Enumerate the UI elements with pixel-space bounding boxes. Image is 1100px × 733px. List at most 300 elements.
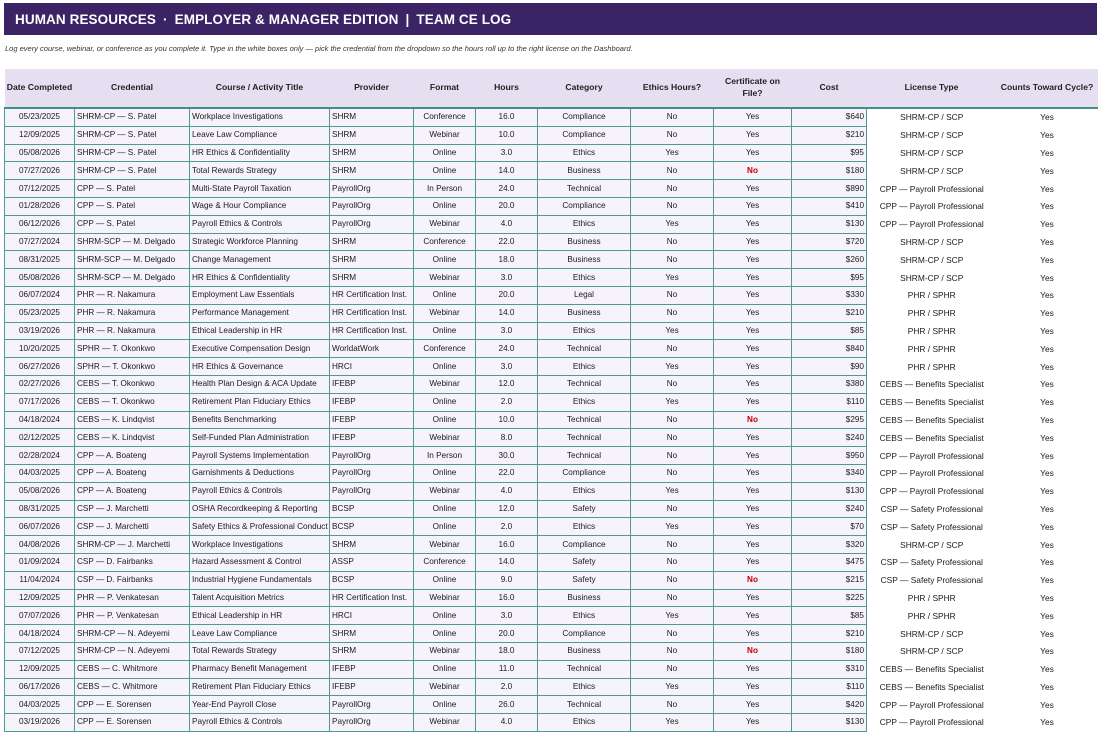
- cell-credential[interactable]: CPP — A. Boateng: [75, 447, 190, 465]
- cell-ethics-hours[interactable]: No: [631, 108, 714, 126]
- cell-certificate-on-file[interactable]: Yes: [714, 286, 792, 304]
- cell-certificate-on-file[interactable]: Yes: [714, 447, 792, 465]
- cell-provider[interactable]: SHRM: [330, 536, 414, 554]
- cell-ethics-hours[interactable]: No: [631, 447, 714, 465]
- cell-hours[interactable]: 4.0: [476, 482, 538, 500]
- cell-date-completed[interactable]: 04/18/2024: [5, 411, 75, 429]
- cell-cost[interactable]: $260: [792, 251, 867, 269]
- cell-format[interactable]: Webinar: [414, 482, 476, 500]
- cell-credential[interactable]: SHRM-CP — S. Patel: [75, 144, 190, 162]
- cell-cost[interactable]: $210: [792, 126, 867, 144]
- cell-ethics-hours[interactable]: No: [631, 589, 714, 607]
- cell-category[interactable]: Business: [538, 251, 631, 269]
- cell-date-completed[interactable]: 02/27/2026: [5, 375, 75, 393]
- cell-credential[interactable]: SHRM-CP — N. Adeyemi: [75, 642, 190, 660]
- cell-credential[interactable]: CEBS — K. Lindqvist: [75, 411, 190, 429]
- cell-course-title[interactable]: Payroll Ethics & Controls: [190, 482, 330, 500]
- cell-course-title[interactable]: Year-End Payroll Close: [190, 696, 330, 714]
- cell-provider[interactable]: IFEBP: [330, 429, 414, 447]
- cell-date-completed[interactable]: 08/31/2025: [5, 500, 75, 518]
- cell-course-title[interactable]: Workplace Investigations: [190, 108, 330, 126]
- cell-provider[interactable]: BCSP: [330, 500, 414, 518]
- cell-category[interactable]: Safety: [538, 553, 631, 571]
- cell-course-title[interactable]: OSHA Recordkeeping & Reporting: [190, 500, 330, 518]
- cell-ethics-hours[interactable]: No: [631, 197, 714, 215]
- cell-hours[interactable]: 24.0: [476, 180, 538, 198]
- cell-provider[interactable]: SHRM: [330, 251, 414, 269]
- cell-provider[interactable]: SHRM: [330, 144, 414, 162]
- cell-date-completed[interactable]: 02/12/2025: [5, 429, 75, 447]
- cell-credential[interactable]: SHRM-CP — S. Patel: [75, 162, 190, 180]
- cell-course-title[interactable]: Employment Law Essentials: [190, 286, 330, 304]
- cell-certificate-on-file[interactable]: Yes: [714, 144, 792, 162]
- cell-ethics-hours[interactable]: No: [631, 162, 714, 180]
- cell-provider[interactable]: HR Certification Inst.: [330, 304, 414, 322]
- cell-course-title[interactable]: HR Ethics & Governance: [190, 358, 330, 376]
- cell-cost[interactable]: $180: [792, 162, 867, 180]
- cell-cost[interactable]: $330: [792, 286, 867, 304]
- cell-category[interactable]: Legal: [538, 286, 631, 304]
- cell-course-title[interactable]: Total Rewards Strategy: [190, 162, 330, 180]
- cell-provider[interactable]: SHRM: [330, 625, 414, 643]
- cell-cost[interactable]: $210: [792, 304, 867, 322]
- cell-cost[interactable]: $95: [792, 269, 867, 287]
- cell-certificate-on-file[interactable]: Yes: [714, 464, 792, 482]
- cell-hours[interactable]: 14.0: [476, 162, 538, 180]
- cell-cost[interactable]: $85: [792, 607, 867, 625]
- cell-provider[interactable]: SHRM: [330, 108, 414, 126]
- cell-cost[interactable]: $110: [792, 678, 867, 696]
- cell-cost[interactable]: $85: [792, 322, 867, 340]
- cell-course-title[interactable]: Change Management: [190, 251, 330, 269]
- cell-date-completed[interactable]: 07/07/2026: [5, 607, 75, 625]
- cell-credential[interactable]: SPHR — T. Okonkwo: [75, 358, 190, 376]
- cell-date-completed[interactable]: 05/23/2025: [5, 304, 75, 322]
- cell-category[interactable]: Business: [538, 233, 631, 251]
- cell-date-completed[interactable]: 06/27/2026: [5, 358, 75, 376]
- cell-provider[interactable]: BCSP: [330, 518, 414, 536]
- cell-certificate-on-file[interactable]: Yes: [714, 518, 792, 536]
- cell-date-completed[interactable]: 11/04/2024: [5, 571, 75, 589]
- cell-course-title[interactable]: Wage & Hour Compliance: [190, 197, 330, 215]
- cell-hours[interactable]: 16.0: [476, 536, 538, 554]
- cell-format[interactable]: Online: [414, 464, 476, 482]
- cell-hours[interactable]: 20.0: [476, 197, 538, 215]
- cell-ethics-hours[interactable]: No: [631, 500, 714, 518]
- cell-format[interactable]: Online: [414, 696, 476, 714]
- cell-ethics-hours[interactable]: Yes: [631, 215, 714, 233]
- cell-provider[interactable]: PayrollOrg: [330, 714, 414, 732]
- cell-hours[interactable]: 3.0: [476, 358, 538, 376]
- cell-provider[interactable]: WorldatWork: [330, 340, 414, 358]
- cell-cost[interactable]: $840: [792, 340, 867, 358]
- cell-credential[interactable]: CPP — S. Patel: [75, 180, 190, 198]
- cell-ethics-hours[interactable]: No: [631, 340, 714, 358]
- cell-date-completed[interactable]: 07/27/2026: [5, 162, 75, 180]
- cell-course-title[interactable]: HR Ethics & Confidentiality: [190, 144, 330, 162]
- cell-format[interactable]: Webinar: [414, 304, 476, 322]
- cell-format[interactable]: Online: [414, 625, 476, 643]
- cell-format[interactable]: Online: [414, 197, 476, 215]
- cell-credential[interactable]: CPP — A. Boateng: [75, 482, 190, 500]
- cell-credential[interactable]: PHR — R. Nakamura: [75, 286, 190, 304]
- cell-category[interactable]: Compliance: [538, 197, 631, 215]
- cell-category[interactable]: Ethics: [538, 358, 631, 376]
- cell-hours[interactable]: 4.0: [476, 714, 538, 732]
- cell-course-title[interactable]: Payroll Systems Implementation: [190, 447, 330, 465]
- cell-provider[interactable]: IFEBP: [330, 375, 414, 393]
- cell-ethics-hours[interactable]: No: [631, 375, 714, 393]
- cell-format[interactable]: Webinar: [414, 269, 476, 287]
- cell-cost[interactable]: $225: [792, 589, 867, 607]
- cell-ethics-hours[interactable]: No: [631, 464, 714, 482]
- cell-ethics-hours[interactable]: Yes: [631, 358, 714, 376]
- cell-format[interactable]: Online: [414, 286, 476, 304]
- cell-date-completed[interactable]: 07/17/2026: [5, 393, 75, 411]
- cell-credential[interactable]: PHR — R. Nakamura: [75, 304, 190, 322]
- cell-course-title[interactable]: Industrial Hygiene Fundamentals: [190, 571, 330, 589]
- cell-ethics-hours[interactable]: Yes: [631, 518, 714, 536]
- cell-category[interactable]: Business: [538, 589, 631, 607]
- cell-ethics-hours[interactable]: Yes: [631, 269, 714, 287]
- cell-hours[interactable]: 10.0: [476, 411, 538, 429]
- cell-format[interactable]: In Person: [414, 180, 476, 198]
- cell-cost[interactable]: $720: [792, 233, 867, 251]
- cell-provider[interactable]: IFEBP: [330, 393, 414, 411]
- cell-category[interactable]: Ethics: [538, 714, 631, 732]
- cell-category[interactable]: Technical: [538, 340, 631, 358]
- cell-ethics-hours[interactable]: No: [631, 429, 714, 447]
- cell-category[interactable]: Technical: [538, 375, 631, 393]
- cell-hours[interactable]: 18.0: [476, 642, 538, 660]
- cell-format[interactable]: Online: [414, 500, 476, 518]
- cell-hours[interactable]: 18.0: [476, 251, 538, 269]
- cell-category[interactable]: Compliance: [538, 126, 631, 144]
- cell-certificate-on-file[interactable]: Yes: [714, 358, 792, 376]
- cell-date-completed[interactable]: 04/03/2025: [5, 696, 75, 714]
- cell-date-completed[interactable]: 06/12/2026: [5, 215, 75, 233]
- cell-date-completed[interactable]: 01/09/2024: [5, 553, 75, 571]
- cell-ethics-hours[interactable]: No: [631, 553, 714, 571]
- cell-course-title[interactable]: Hazard Assessment & Control: [190, 553, 330, 571]
- cell-cost[interactable]: $310: [792, 660, 867, 678]
- cell-format[interactable]: Online: [414, 518, 476, 536]
- cell-credential[interactable]: PHR — R. Nakamura: [75, 322, 190, 340]
- cell-ethics-hours[interactable]: Yes: [631, 714, 714, 732]
- cell-certificate-on-file[interactable]: Yes: [714, 660, 792, 678]
- cell-ethics-hours[interactable]: Yes: [631, 607, 714, 625]
- cell-category[interactable]: Business: [538, 162, 631, 180]
- cell-hours[interactable]: 4.0: [476, 215, 538, 233]
- cell-date-completed[interactable]: 05/08/2026: [5, 144, 75, 162]
- cell-credential[interactable]: CPP — E. Sorensen: [75, 696, 190, 714]
- cell-hours[interactable]: 20.0: [476, 625, 538, 643]
- cell-hours[interactable]: 2.0: [476, 678, 538, 696]
- cell-certificate-on-file[interactable]: Yes: [714, 678, 792, 696]
- cell-certificate-on-file[interactable]: Yes: [714, 553, 792, 571]
- cell-provider[interactable]: SHRM: [330, 162, 414, 180]
- cell-category[interactable]: Ethics: [538, 215, 631, 233]
- cell-provider[interactable]: IFEBP: [330, 660, 414, 678]
- cell-cost[interactable]: $890: [792, 180, 867, 198]
- cell-ethics-hours[interactable]: Yes: [631, 144, 714, 162]
- cell-format[interactable]: Webinar: [414, 536, 476, 554]
- cell-provider[interactable]: IFEBP: [330, 678, 414, 696]
- cell-course-title[interactable]: Ethical Leadership in HR: [190, 607, 330, 625]
- cell-date-completed[interactable]: 06/07/2024: [5, 286, 75, 304]
- cell-hours[interactable]: 22.0: [476, 464, 538, 482]
- cell-credential[interactable]: SHRM-CP — N. Adeyemi: [75, 625, 190, 643]
- cell-credential[interactable]: SHRM-SCP — M. Delgado: [75, 233, 190, 251]
- cell-category[interactable]: Ethics: [538, 607, 631, 625]
- cell-certificate-on-file[interactable]: Yes: [714, 126, 792, 144]
- cell-ethics-hours[interactable]: No: [631, 304, 714, 322]
- cell-course-title[interactable]: Multi-State Payroll Taxation: [190, 180, 330, 198]
- cell-ethics-hours[interactable]: No: [631, 625, 714, 643]
- cell-hours[interactable]: 16.0: [476, 108, 538, 126]
- cell-format[interactable]: Online: [414, 322, 476, 340]
- cell-course-title[interactable]: Self-Funded Plan Administration: [190, 429, 330, 447]
- cell-format[interactable]: Online: [414, 358, 476, 376]
- cell-cost[interactable]: $410: [792, 197, 867, 215]
- cell-hours[interactable]: 3.0: [476, 269, 538, 287]
- cell-credential[interactable]: PHR — P. Venkatesan: [75, 607, 190, 625]
- cell-format[interactable]: Online: [414, 607, 476, 625]
- cell-course-title[interactable]: Strategic Workforce Planning: [190, 233, 330, 251]
- cell-provider[interactable]: SHRM: [330, 642, 414, 660]
- cell-hours[interactable]: 24.0: [476, 340, 538, 358]
- cell-certificate-on-file[interactable]: Yes: [714, 180, 792, 198]
- cell-cost[interactable]: $130: [792, 215, 867, 233]
- cell-ethics-hours[interactable]: No: [631, 233, 714, 251]
- cell-certificate-on-file[interactable]: Yes: [714, 197, 792, 215]
- cell-certificate-on-file[interactable]: Yes: [714, 714, 792, 732]
- cell-ethics-hours[interactable]: Yes: [631, 678, 714, 696]
- cell-category[interactable]: Ethics: [538, 678, 631, 696]
- cell-cost[interactable]: $640: [792, 108, 867, 126]
- cell-category[interactable]: Business: [538, 304, 631, 322]
- cell-category[interactable]: Ethics: [538, 393, 631, 411]
- cell-certificate-on-file[interactable]: Yes: [714, 429, 792, 447]
- cell-category[interactable]: Safety: [538, 571, 631, 589]
- cell-provider[interactable]: PayrollOrg: [330, 197, 414, 215]
- cell-date-completed[interactable]: 03/19/2026: [5, 322, 75, 340]
- cell-format[interactable]: Conference: [414, 340, 476, 358]
- cell-ethics-hours[interactable]: Yes: [631, 482, 714, 500]
- cell-certificate-on-file[interactable]: Yes: [714, 393, 792, 411]
- cell-format[interactable]: Webinar: [414, 126, 476, 144]
- cell-cost[interactable]: $475: [792, 553, 867, 571]
- cell-format[interactable]: Webinar: [414, 429, 476, 447]
- cell-category[interactable]: Technical: [538, 696, 631, 714]
- cell-credential[interactable]: CEBS — C. Whitmore: [75, 660, 190, 678]
- cell-certificate-on-file[interactable]: No: [714, 411, 792, 429]
- cell-hours[interactable]: 12.0: [476, 500, 538, 518]
- cell-cost[interactable]: $420: [792, 696, 867, 714]
- cell-provider[interactable]: HRCI: [330, 358, 414, 376]
- cell-ethics-hours[interactable]: No: [631, 126, 714, 144]
- cell-provider[interactable]: SHRM: [330, 269, 414, 287]
- cell-credential[interactable]: CSP — D. Fairbanks: [75, 571, 190, 589]
- cell-format[interactable]: Online: [414, 571, 476, 589]
- cell-format[interactable]: Online: [414, 411, 476, 429]
- cell-ethics-hours[interactable]: No: [631, 660, 714, 678]
- cell-course-title[interactable]: Retirement Plan Fiduciary Ethics: [190, 678, 330, 696]
- cell-format[interactable]: Webinar: [414, 589, 476, 607]
- cell-cost[interactable]: $110: [792, 393, 867, 411]
- cell-format[interactable]: Conference: [414, 108, 476, 126]
- cell-hours[interactable]: 22.0: [476, 233, 538, 251]
- cell-provider[interactable]: ASSP: [330, 553, 414, 571]
- cell-credential[interactable]: SHRM-CP — J. Marchetti: [75, 536, 190, 554]
- cell-cost[interactable]: $90: [792, 358, 867, 376]
- cell-category[interactable]: Compliance: [538, 625, 631, 643]
- cell-cost[interactable]: $380: [792, 375, 867, 393]
- cell-hours[interactable]: 3.0: [476, 144, 538, 162]
- cell-cost[interactable]: $240: [792, 500, 867, 518]
- cell-ethics-hours[interactable]: No: [631, 180, 714, 198]
- cell-course-title[interactable]: Garnishments & Deductions: [190, 464, 330, 482]
- cell-credential[interactable]: SHRM-SCP — M. Delgado: [75, 251, 190, 269]
- cell-ethics-hours[interactable]: Yes: [631, 393, 714, 411]
- cell-category[interactable]: Technical: [538, 411, 631, 429]
- cell-date-completed[interactable]: 06/07/2026: [5, 518, 75, 536]
- cell-certificate-on-file[interactable]: Yes: [714, 340, 792, 358]
- cell-certificate-on-file[interactable]: Yes: [714, 536, 792, 554]
- cell-date-completed[interactable]: 04/03/2025: [5, 464, 75, 482]
- cell-format[interactable]: Webinar: [414, 375, 476, 393]
- cell-certificate-on-file[interactable]: Yes: [714, 375, 792, 393]
- cell-hours[interactable]: 20.0: [476, 286, 538, 304]
- cell-course-title[interactable]: HR Ethics & Confidentiality: [190, 269, 330, 287]
- cell-provider[interactable]: IFEBP: [330, 411, 414, 429]
- cell-hours[interactable]: 10.0: [476, 126, 538, 144]
- cell-hours[interactable]: 30.0: [476, 447, 538, 465]
- cell-course-title[interactable]: Retirement Plan Fiduciary Ethics: [190, 393, 330, 411]
- cell-date-completed[interactable]: 07/12/2025: [5, 180, 75, 198]
- cell-course-title[interactable]: Safety Ethics & Professional Conduct: [190, 518, 330, 536]
- cell-hours[interactable]: 3.0: [476, 322, 538, 340]
- cell-provider[interactable]: PayrollOrg: [330, 215, 414, 233]
- cell-provider[interactable]: PayrollOrg: [330, 696, 414, 714]
- cell-cost[interactable]: $320: [792, 536, 867, 554]
- cell-course-title[interactable]: Pharmacy Benefit Management: [190, 660, 330, 678]
- cell-provider[interactable]: PayrollOrg: [330, 180, 414, 198]
- cell-category[interactable]: Safety: [538, 500, 631, 518]
- cell-credential[interactable]: CSP — D. Fairbanks: [75, 553, 190, 571]
- cell-hours[interactable]: 2.0: [476, 393, 538, 411]
- cell-certificate-on-file[interactable]: Yes: [714, 625, 792, 643]
- cell-format[interactable]: Online: [414, 660, 476, 678]
- cell-category[interactable]: Compliance: [538, 536, 631, 554]
- cell-date-completed[interactable]: 06/17/2026: [5, 678, 75, 696]
- cell-certificate-on-file[interactable]: Yes: [714, 589, 792, 607]
- cell-cost[interactable]: $340: [792, 464, 867, 482]
- cell-format[interactable]: Webinar: [414, 642, 476, 660]
- cell-category[interactable]: Compliance: [538, 464, 631, 482]
- cell-category[interactable]: Technical: [538, 180, 631, 198]
- cell-ethics-hours[interactable]: No: [631, 536, 714, 554]
- cell-category[interactable]: Technical: [538, 660, 631, 678]
- cell-cost[interactable]: $950: [792, 447, 867, 465]
- cell-course-title[interactable]: Payroll Ethics & Controls: [190, 714, 330, 732]
- cell-hours[interactable]: 12.0: [476, 375, 538, 393]
- cell-cost[interactable]: $130: [792, 482, 867, 500]
- cell-certificate-on-file[interactable]: Yes: [714, 251, 792, 269]
- cell-credential[interactable]: CPP — E. Sorensen: [75, 714, 190, 732]
- cell-credential[interactable]: SHRM-SCP — M. Delgado: [75, 269, 190, 287]
- cell-provider[interactable]: BCSP: [330, 571, 414, 589]
- cell-hours[interactable]: 2.0: [476, 518, 538, 536]
- cell-format[interactable]: Conference: [414, 553, 476, 571]
- cell-course-title[interactable]: Executive Compensation Design: [190, 340, 330, 358]
- cell-credential[interactable]: SHRM-CP — S. Patel: [75, 108, 190, 126]
- cell-course-title[interactable]: Performance Management: [190, 304, 330, 322]
- cell-date-completed[interactable]: 08/31/2025: [5, 251, 75, 269]
- cell-date-completed[interactable]: 03/19/2026: [5, 714, 75, 732]
- cell-certificate-on-file[interactable]: Yes: [714, 108, 792, 126]
- cell-provider[interactable]: HRCI: [330, 607, 414, 625]
- cell-hours[interactable]: 3.0: [476, 607, 538, 625]
- cell-credential[interactable]: CEBS — T. Okonkwo: [75, 393, 190, 411]
- cell-course-title[interactable]: Health Plan Design & ACA Update: [190, 375, 330, 393]
- cell-course-title[interactable]: Ethical Leadership in HR: [190, 322, 330, 340]
- cell-credential[interactable]: PHR — P. Venkatesan: [75, 589, 190, 607]
- cell-credential[interactable]: CEBS — C. Whitmore: [75, 678, 190, 696]
- cell-course-title[interactable]: Workplace Investigations: [190, 536, 330, 554]
- cell-certificate-on-file[interactable]: Yes: [714, 215, 792, 233]
- cell-certificate-on-file[interactable]: No: [714, 571, 792, 589]
- cell-category[interactable]: Ethics: [538, 322, 631, 340]
- cell-format[interactable]: In Person: [414, 447, 476, 465]
- cell-ethics-hours[interactable]: No: [631, 571, 714, 589]
- cell-credential[interactable]: CSP — J. Marchetti: [75, 518, 190, 536]
- cell-category[interactable]: Ethics: [538, 269, 631, 287]
- cell-certificate-on-file[interactable]: No: [714, 162, 792, 180]
- cell-format[interactable]: Webinar: [414, 678, 476, 696]
- cell-provider[interactable]: HR Certification Inst.: [330, 286, 414, 304]
- cell-date-completed[interactable]: 04/18/2024: [5, 625, 75, 643]
- cell-category[interactable]: Technical: [538, 447, 631, 465]
- cell-category[interactable]: Compliance: [538, 108, 631, 126]
- cell-provider[interactable]: HR Certification Inst.: [330, 322, 414, 340]
- cell-category[interactable]: Ethics: [538, 144, 631, 162]
- cell-date-completed[interactable]: 05/08/2026: [5, 269, 75, 287]
- cell-date-completed[interactable]: 12/09/2025: [5, 660, 75, 678]
- cell-ethics-hours[interactable]: No: [631, 251, 714, 269]
- cell-ethics-hours[interactable]: Yes: [631, 322, 714, 340]
- cell-cost[interactable]: $180: [792, 642, 867, 660]
- cell-cost[interactable]: $240: [792, 429, 867, 447]
- cell-certificate-on-file[interactable]: Yes: [714, 696, 792, 714]
- cell-category[interactable]: Business: [538, 642, 631, 660]
- cell-date-completed[interactable]: 07/12/2025: [5, 642, 75, 660]
- cell-cost[interactable]: $215: [792, 571, 867, 589]
- cell-ethics-hours[interactable]: No: [631, 411, 714, 429]
- cell-date-completed[interactable]: 10/20/2025: [5, 340, 75, 358]
- cell-hours[interactable]: 14.0: [476, 304, 538, 322]
- cell-course-title[interactable]: Leave Law Compliance: [190, 625, 330, 643]
- cell-certificate-on-file[interactable]: Yes: [714, 304, 792, 322]
- cell-date-completed[interactable]: 04/08/2026: [5, 536, 75, 554]
- cell-provider[interactable]: PayrollOrg: [330, 447, 414, 465]
- cell-date-completed[interactable]: 05/08/2026: [5, 482, 75, 500]
- cell-cost[interactable]: $210: [792, 625, 867, 643]
- cell-hours[interactable]: 14.0: [476, 553, 538, 571]
- cell-format[interactable]: Online: [414, 393, 476, 411]
- cell-category[interactable]: Ethics: [538, 518, 631, 536]
- cell-cost[interactable]: $95: [792, 144, 867, 162]
